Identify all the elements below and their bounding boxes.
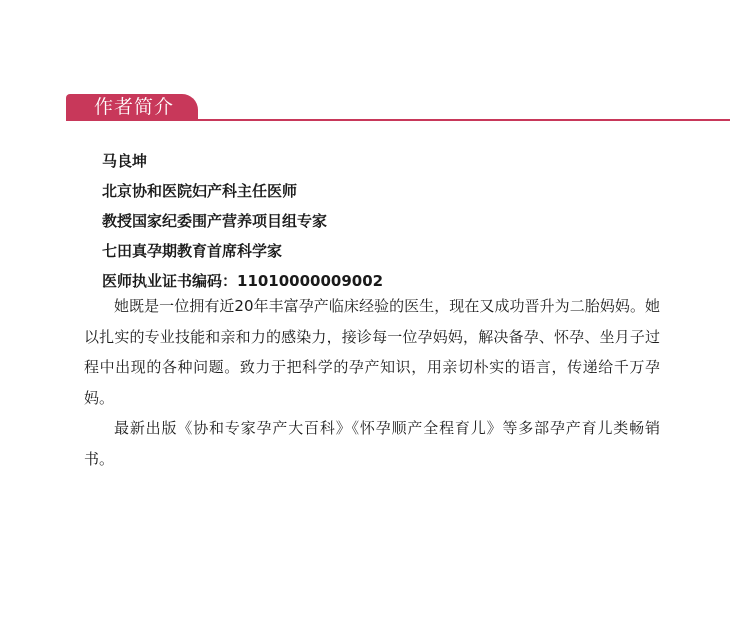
author-name: 马良坤 xyxy=(102,152,148,170)
author-title-3: 七田真孕期教育首席科学家 xyxy=(102,242,283,260)
author-credentials xyxy=(102,146,662,296)
section-title: 作者简介 xyxy=(66,94,198,120)
author-license: 医师执业证书编码：11010000009002 xyxy=(102,272,384,290)
author-title-2: 教授国家纪委围产营养项目组专家 xyxy=(102,212,328,230)
author-bio xyxy=(84,291,660,474)
section-header xyxy=(66,94,730,122)
header-divider xyxy=(66,119,730,121)
author-title-1: 北京协和医院妇产科主任医师 xyxy=(102,182,298,200)
bio-paragraph: 她既是一位拥有近20年丰富孕产临床经验的医生，现在又成功晋升为二胎妈妈。她以扎实的专业技能和亲和力的感染力，接诊每一位孕妈妈，解决备孕、怀孕、坐月子过程中出现的各种问题。致力于把科学的孕产知识，用亲切朴实的语言，传递给千万孕妈。 xyxy=(84,297,660,407)
bio-paragraph: 最新出版《协和专家孕产大百科》《怀孕顺产全程育儿》等多部孕产育儿类畅销书。 xyxy=(84,419,660,468)
